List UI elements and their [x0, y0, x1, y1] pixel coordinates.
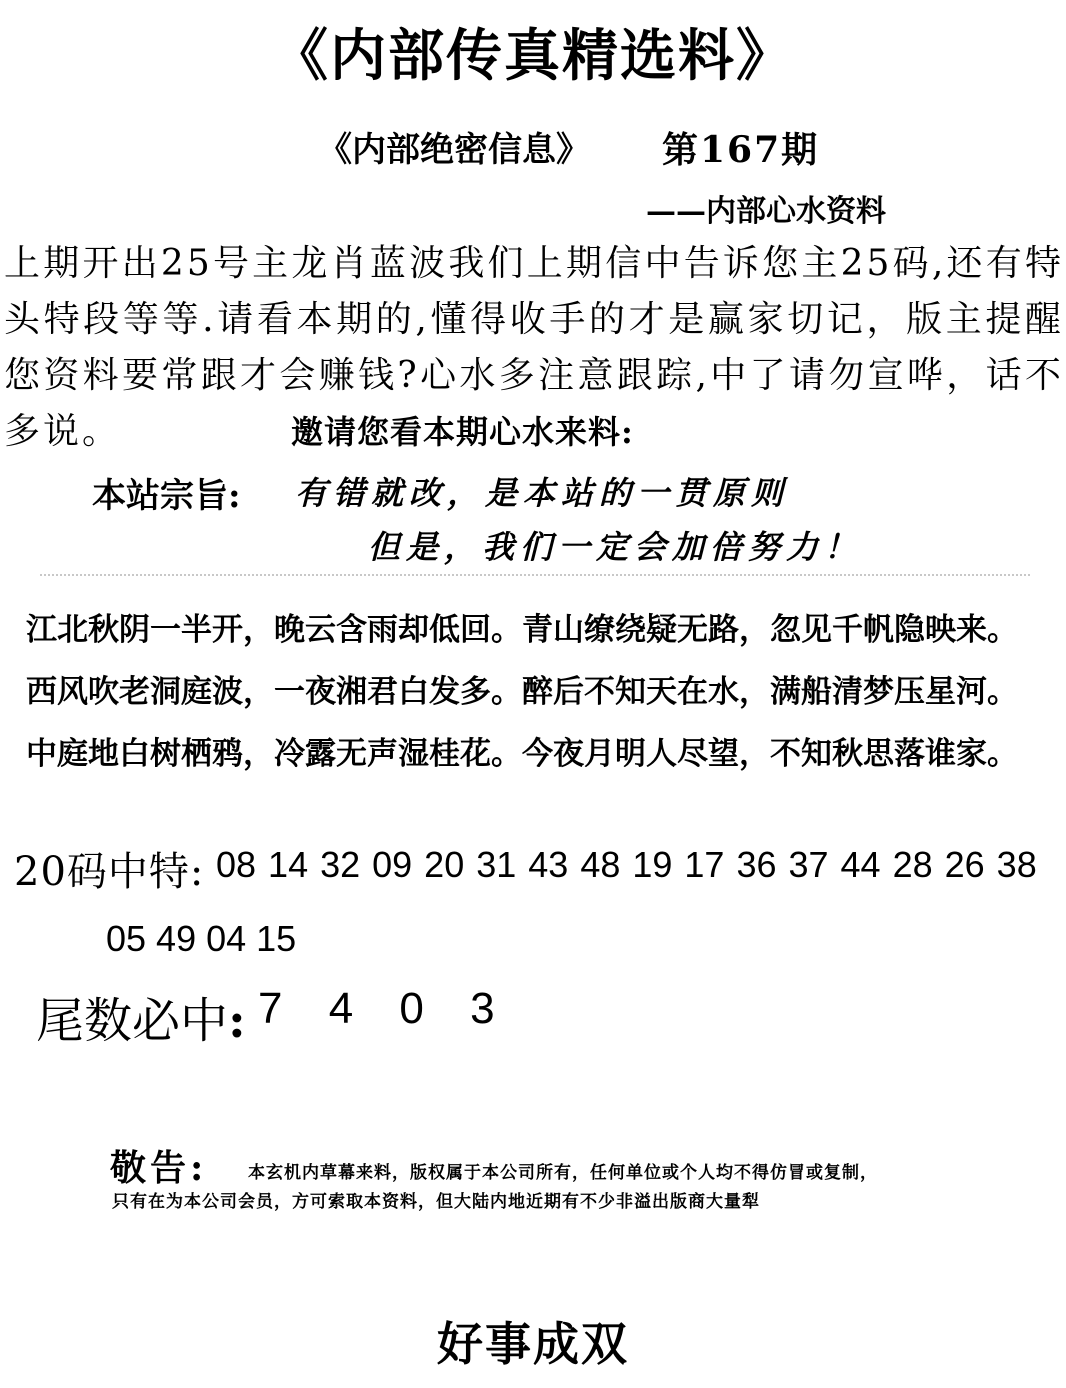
numbers-row-2: 05 49 04 15 — [106, 918, 297, 959]
issue-number: 第167期 — [662, 129, 820, 171]
motto-label: 本站宗旨: — [92, 476, 241, 516]
poem-line-1: 江北秋阴一半开，晚云含雨却低回。青山缭绕疑无路，忽见千帆隐映来。 — [26, 612, 1018, 648]
subtitle: 《内部绝密信息》 — [318, 130, 590, 170]
poem-line-3: 中庭地白树栖鸦，冷露无声湿桂花。今夜月明人尽望，不知秋思落谁家。 — [26, 736, 1018, 772]
notice-line-2: 只有在为本公司会员，方可索取本资料，但大陆内地近期有不少非溢出版商大量犁 — [112, 1192, 760, 1212]
page-title: 《内部传真精选料》 — [272, 23, 794, 89]
intro-text: 上期开出25号主龙肖蓝波我们上期信中告诉您主25码,还有特头特段等等.请看本期的,懂得收手的才是赢家切记，版主提醒您资料要常跟才会赚钱?心水多注意跟踪,中了请勿宣哗，话不多说。 — [4, 243, 1064, 452]
source-label: ——内部心水资料 — [646, 194, 886, 229]
numbers-label: 20码中特: — [14, 849, 205, 895]
motto-line-1: 有错就改，是本站的一贯原则 — [295, 474, 790, 512]
invite-text: 邀请您看本期心水来料: — [291, 413, 634, 451]
tail-label-text: 尾数必中 — [36, 993, 229, 1049]
footer-text: 好事成双 — [437, 1317, 629, 1371]
motto-line-2: 但是，我们一定会加倍努力！ — [368, 528, 863, 566]
numbers-row-1: 08 14 32 09 20 31 43 48 19 17 36 37 44 28 26 38 — [216, 844, 1037, 885]
notice-label: 敬告: — [110, 1147, 208, 1189]
tail-label — [36, 982, 246, 1051]
tail-values: 7 4 0 3 — [258, 984, 495, 1033]
notice-line-1: 本玄机内草幕来料，版权属于本公司所有，任何单位或个人均不得仿冒或复制， — [248, 1163, 878, 1183]
tail-colon: : — [228, 993, 246, 1049]
intro-paragraph — [4, 236, 1064, 460]
divider — [40, 574, 1030, 579]
poem-line-2: 西风吹老洞庭波，一夜湘君白发多。醉后不知天在水，满船清梦压星河。 — [26, 674, 1018, 710]
